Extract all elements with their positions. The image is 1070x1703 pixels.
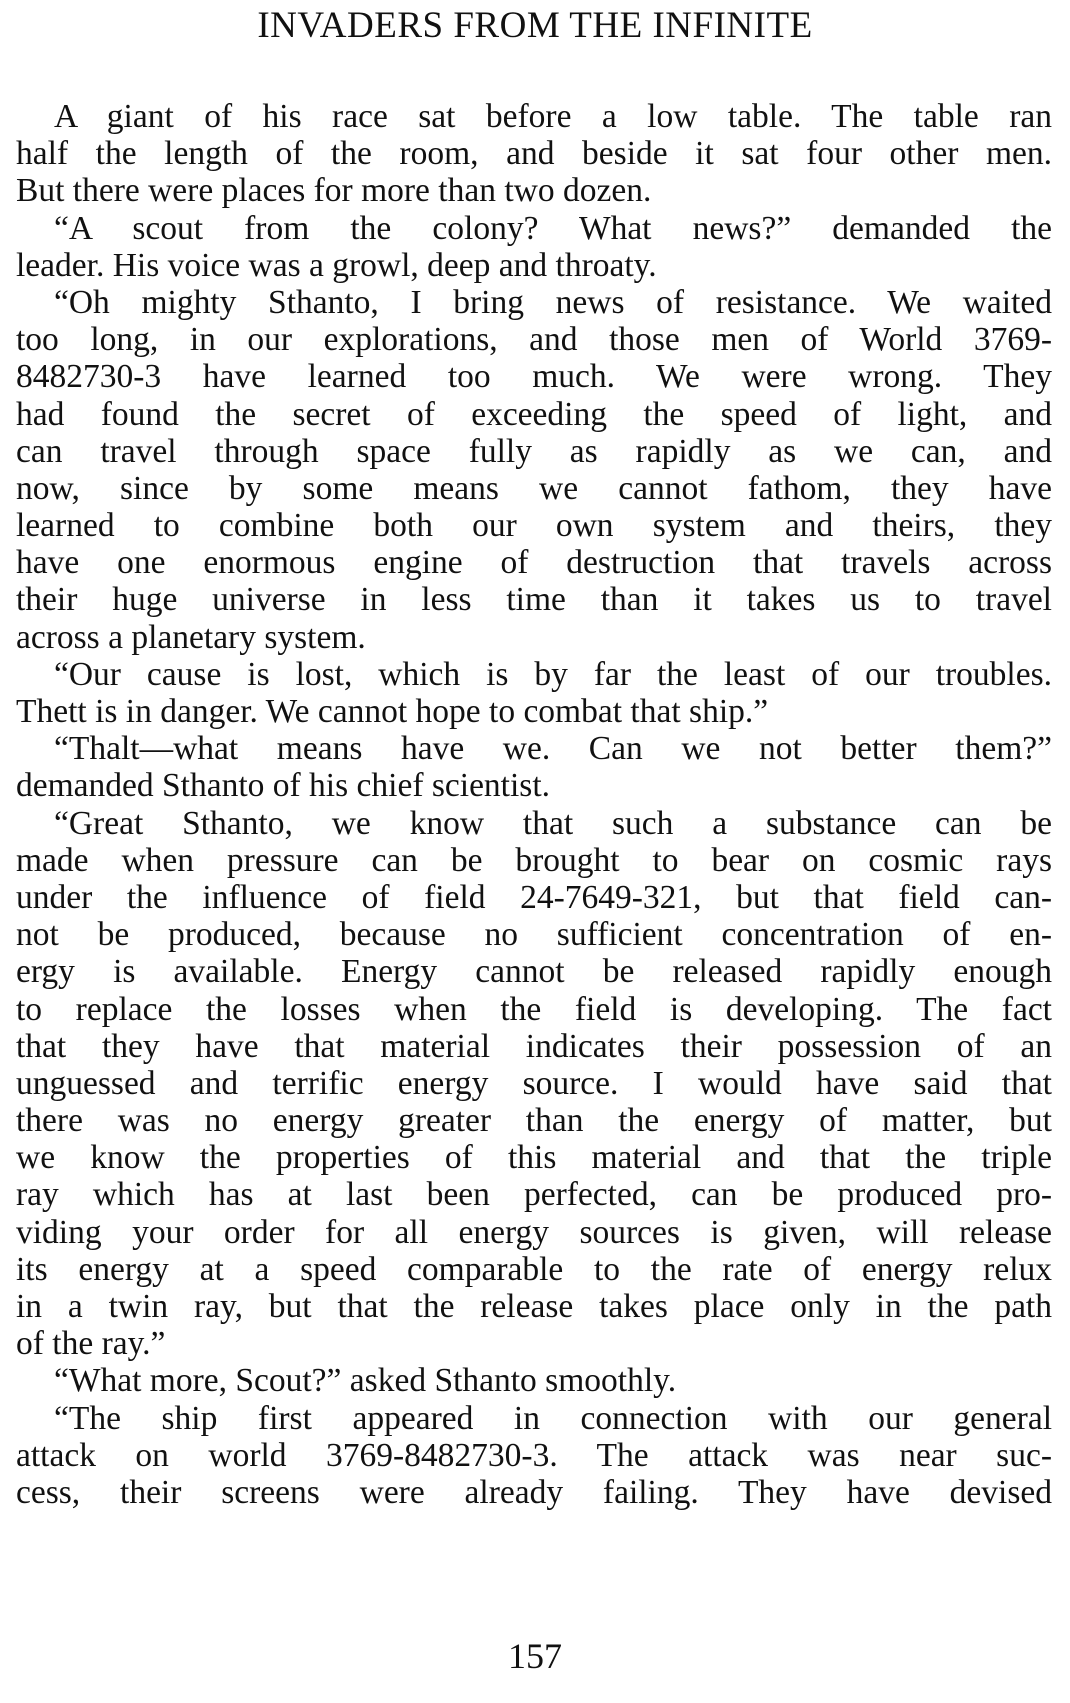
text-line: “Our cause is lost, which is by far the least of our troubles. [54, 655, 1052, 693]
text-line: unguessed and terrific energy source. I would have said that [16, 1064, 1052, 1102]
text-line: too long, in our explorations, and those men of World 3769- [16, 321, 1052, 359]
text-line: half the length of the room, and beside it sat four other men. [16, 135, 1052, 173]
text-line: across a planetary system. [16, 618, 366, 656]
text-line: A giant of his race sat before a low table. The table ran [54, 98, 1052, 135]
text-line: have one enormous engine of destruction that travels across [16, 544, 1052, 582]
text-line: “Oh mighty Sthanto, I bring news of resistance. We waited [54, 283, 1052, 321]
text-line: under the influence of field 24-7649-321, but that field can- [16, 878, 1052, 916]
body-text [16, 98, 1052, 1511]
text-line: that they have that material indicates their possession of an [16, 1027, 1052, 1065]
text-line: to replace the losses when the field is developing. The fact [16, 990, 1052, 1028]
text-line: attack on world 3769-8482730-3. The attack was near suc- [16, 1436, 1052, 1474]
text-line: 8482730-3 have learned too much. We were wrong. They [16, 358, 1052, 396]
text-line: cess, their screens were already failing. They have devised [16, 1473, 1052, 1511]
text-line: learned to combine both our own system and theirs, they [16, 507, 1052, 545]
text-line: of the ray.” [16, 1325, 166, 1363]
text-line: “A scout from the colony? What news?” demanded the [54, 209, 1052, 247]
text-line: not be produced, because no sufficient concentration of en- [16, 916, 1052, 954]
text-line: “What more, Scout?” asked Sthanto smoothly. [54, 1362, 677, 1400]
running-head: INVADERS FROM THE INFINITE [257, 5, 813, 46]
text-line: in a twin ray, but that the release takes place only in the path [16, 1288, 1052, 1325]
text-line: “The ship first appeared in connection with our general [54, 1399, 1052, 1437]
text-line: But there were places for more than two dozen. [16, 172, 652, 210]
text-line: now, since by some means we cannot fathom, they have [16, 469, 1052, 507]
text-line: there was no energy greater than the energy of matter, but [16, 1102, 1052, 1140]
text-line: made when pressure can be brought to bear on cosmic rays [16, 841, 1052, 879]
text-line: can travel through space fully as rapidly as we can, and [16, 432, 1052, 470]
text-line: their huge universe in less time than it takes us to travel [16, 581, 1052, 619]
text-line: ergy is available. Energy cannot be released rapidly enough [16, 953, 1052, 991]
text-line: viding your order for all energy sources is given, will release [16, 1213, 1052, 1251]
text-line: demanded Sthanto of his chief scientist. [16, 767, 551, 805]
text-line: “Thalt—what means have we. Can we not better them?” [54, 730, 1052, 768]
text-line: leader. His voice was a growl, deep and throaty. [16, 246, 657, 284]
text-line: we know the properties of this material and that the triple [16, 1139, 1052, 1177]
text-line: Thett is in danger. We cannot hope to combat that ship.” [16, 693, 769, 730]
text-line: had found the secret of exceeding the speed of light, and [16, 395, 1052, 433]
text-line: its energy at a speed comparable to the rate of energy relux [16, 1250, 1052, 1288]
text-line: ray which has at last been perfected, can be produced pro- [16, 1176, 1052, 1214]
page-number: 157 [508, 1636, 562, 1676]
text-line: “Great Sthanto, we know that such a substance can be [54, 804, 1052, 842]
